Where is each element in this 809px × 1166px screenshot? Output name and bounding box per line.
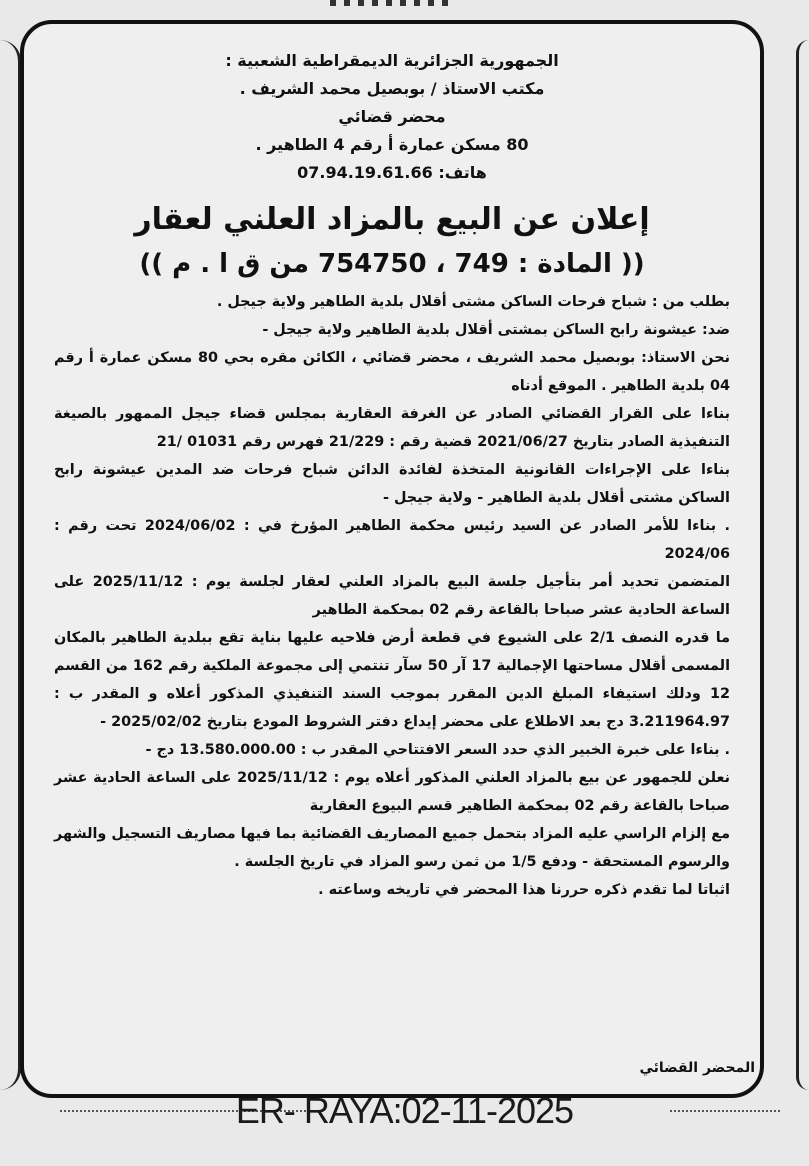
header-role: محضر قضائي — [338, 107, 446, 126]
paragraph-against: ضد: عيشونة رابح الساكن بمشتى أقلال بلدية الطاهير ولاية جيجل - — [262, 322, 730, 338]
signature-label: المحضر القضائي — [639, 1060, 755, 1076]
paragraph-bailiff: نحن الاستاذ: بوبصيل محمد الشريف ، محضر قضائي ، الكائن مقره بحي 80 مسكن عمارة أ رقم 04 بلدية الطاهير . الموقع أدناه — [54, 350, 730, 394]
header-office: مكتب الاستاذ / بوبصيل محمد الشريف . — [239, 79, 545, 98]
previous-article-scrap — [330, 0, 450, 6]
adjacent-column-border-right — [796, 40, 809, 1090]
header-address: 80 مسكن عمارة أ رقم 4 الطاهير . — [255, 135, 529, 154]
publication-tag: ER- RAYA:02-11-2025 — [235, 1090, 574, 1131]
legal-notice-box — [20, 20, 764, 1098]
adjacent-column-border-left — [0, 40, 21, 1090]
header-republic: الجمهورية الجزائرية الديمقراطية الشعبية : — [225, 51, 559, 70]
notice-content — [54, 48, 730, 904]
paragraph-buyer-obligations: مع إلزام الراسي عليه المزاد بتحمل جميع المصاريف القضائية بما فيها مصاريف التسجيل والشهر والرسوم المستحقة - ودفع 1/5 من ثمن رسو المزاد في تاريخ الجلسة . — [54, 826, 730, 870]
notice-header — [54, 48, 730, 186]
paragraph-closing: اثباتا لما تقدم ذكره حررنا هذا المحضر في تاريخه وساعته . — [318, 882, 730, 898]
paragraph-public-announcement: نعلن للجمهور عن بيع بالمزاد العلني المذكور أعلاه يوم : 2025/11/12 على الساعة الحادية عشر صباحا بالقاعة رقم 02 بمحكمة الطاهير قسم البيوع العقارية — [54, 770, 730, 814]
paragraph-procedures: بناءا على الإجراءات القانونية المتخذة لفائدة الدائن شباح فرحات ضد المدين عيشونة رابح الساكن مشتى أقلال بلدية الطاهير - ولاية جيجل - — [54, 462, 730, 506]
paragraph-session-date: المتضمن تحديد أمر بتأجيل جلسة البيع بالمزاد العلني لعقار لجلسة يوم : 2025/11/12 على الساعة الحادية عشر صباحا بالقاعة رقم 02 بمحكمة الطاهير — [54, 574, 731, 618]
notice-title: إعلان عن البيع بالمزاد العلني لعقار — [134, 202, 650, 237]
paragraph-expert-price: . بناءا على خبرة الخبير الذي حدد السعر الافتتاحي المقدر ب : 13.580.000.00 دج - — [145, 742, 730, 758]
paragraph-property: ما قدره النصف 2/1 على الشيوع في قطعة أرض فلاحيه عليها بناية تقع ببلدية الطاهير بالمكان المسمى أقلال مساحتها الإجمالية 17 آر 50 سآر تنتمي إلى مجموعة الملكية رقم 162 من القسم 12 ودلك استيفاء المبلغ الدين المقرر بموجب السند التنفيذي المذكور أعلاه و المقدر ب : 3.211964.97 دج بعد الاطلاع على محضر إيداع دفتر الشروط المودع بتاريخ 2025/02/02 - — [54, 630, 731, 730]
paragraph-request: بطلب من : شباح فرحات الساكن مشتى أقلال بلدية الطاهير ولاية جيجل . — [216, 294, 730, 310]
notice-article-ref: (( المادة : 749 ، 754750 من ق ا . م )) — [139, 249, 645, 279]
paragraph-order: . بناءا للأمر الصادر عن السيد رئيس محكمة الطاهير المؤرخ في : 2024/06/02 تحت رقم : 2024/06 — [54, 518, 730, 562]
notice-body — [54, 288, 730, 904]
header-phone: هاتف: 07.94.19.61.66 — [297, 163, 487, 182]
paragraph-court-decision: بناءا على القرار القضائي الصادر عن الغرفة العقارية بمجلس قضاء جيجل الممهور بالصيغة التنفيذية الصادر بتاريخ 2021/06/27 قضية رقم : 21/229 فهرس رقم 01031 /21 — [54, 406, 730, 450]
